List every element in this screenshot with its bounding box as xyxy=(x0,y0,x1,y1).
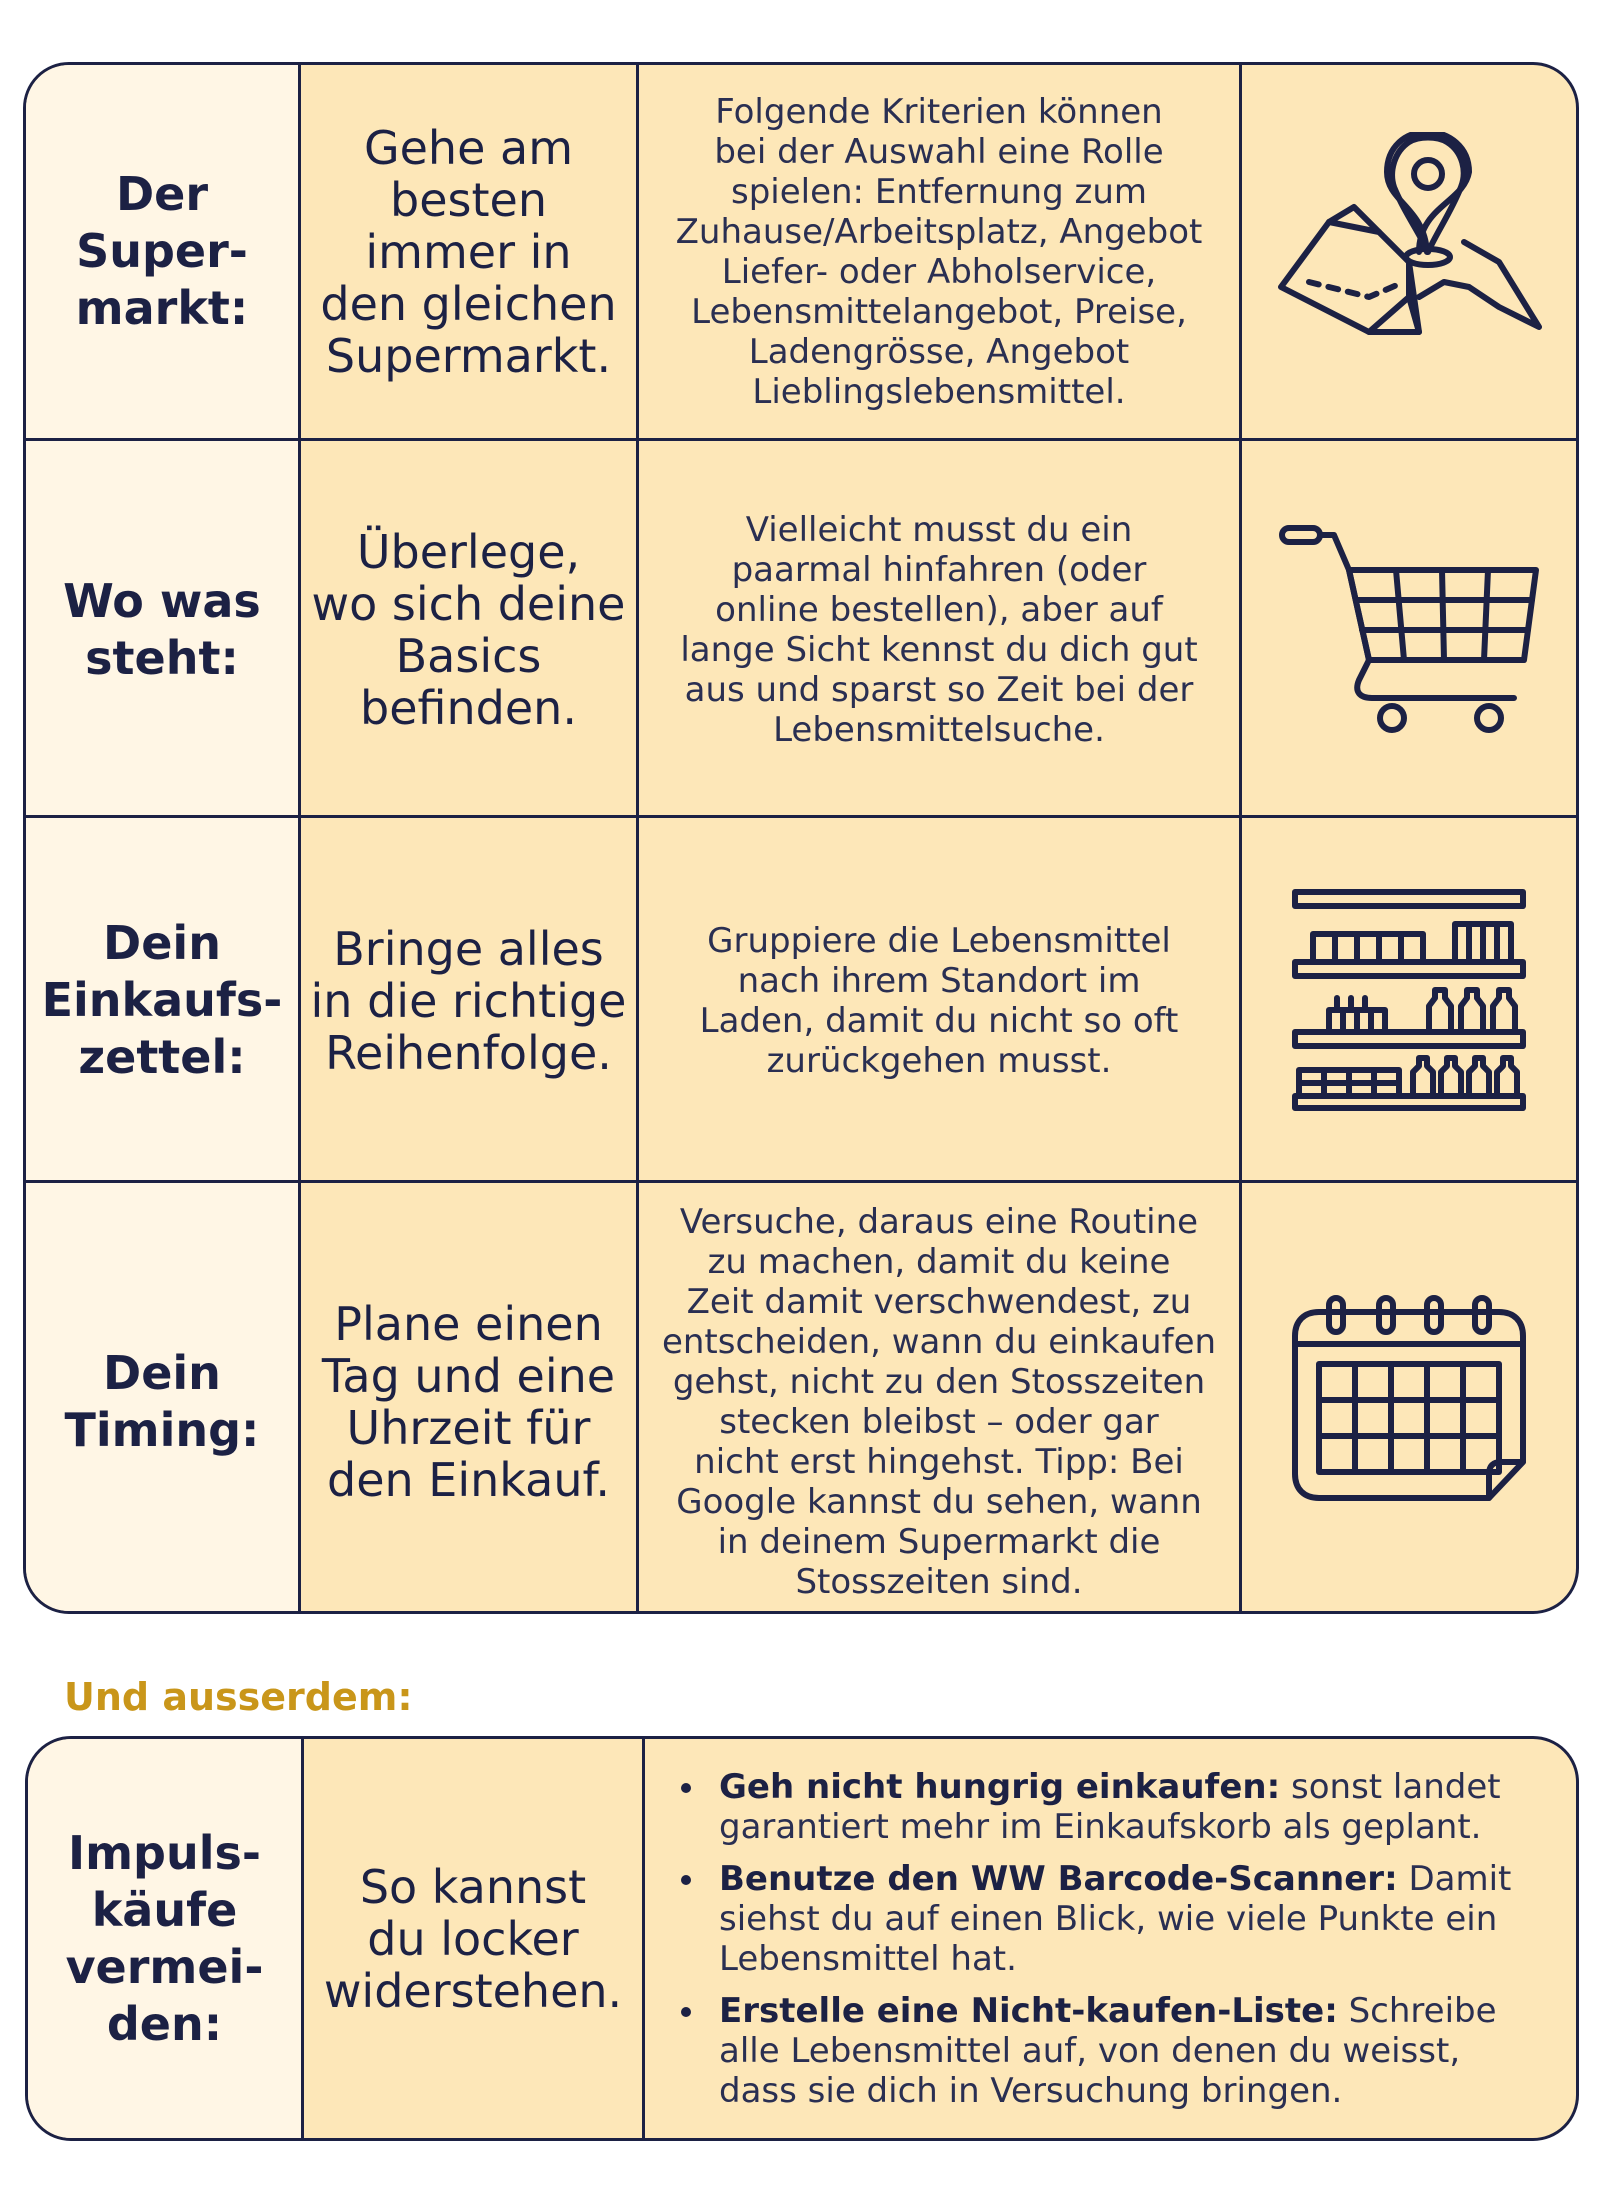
row-action: Gehe am besten immer in den gleichen Supermarkt. xyxy=(320,120,617,383)
tip-text: sonst landet garantiert mehr im Einkaufskorb als geplant. xyxy=(719,1766,1501,1847)
row-description-cell xyxy=(639,65,1242,438)
row-heading-cell xyxy=(26,441,301,818)
row-heading-cell xyxy=(26,1183,301,1614)
row-action: Plane einen Tag und eine Uhrzeit für den Einkauf. xyxy=(321,1296,616,1507)
tip-title: Benutze den WW Barcode-Scanner: xyxy=(719,1858,1398,1899)
tip-title: Geh nicht hungrig einkaufen: xyxy=(719,1766,1281,1807)
row-action-cell xyxy=(301,1183,639,1614)
row-action-cell xyxy=(304,1739,645,2138)
row-action-cell xyxy=(301,65,639,438)
row-description-cell xyxy=(639,818,1242,1183)
table-row xyxy=(26,438,1576,818)
row-heading: Dein Einkaufs- zettel: xyxy=(41,916,283,1084)
calendar-icon xyxy=(1242,1183,1576,1614)
list-item xyxy=(675,1767,1546,1847)
row-description-cell xyxy=(639,441,1242,818)
section-label: Und ausserdem: xyxy=(64,1675,413,1719)
row-description: Vielleicht musst du ein paarmal hinfahren (oder online bestellen), aber auf lange Sicht kennst du dich gut aus und sparst so Zeit bei der Lebensmittelsuche. xyxy=(680,509,1198,750)
shopping-cart-icon xyxy=(1242,441,1576,818)
table-row xyxy=(26,815,1576,1183)
row-description: Folgende Kriterien können bei der Auswahl eine Rolle spielen: Entfernung zum Zuhause/Arbeitsplatz, Angebot Liefer- oder Abholservice, Lebensmittelangebot, Preise, Ladengrösse, Angebot Lieblingslebensmittel. xyxy=(675,91,1203,412)
row-heading: Wo was steht: xyxy=(63,573,261,685)
row-action: Überlege, wo sich deine Basics befinden. xyxy=(311,524,626,735)
tip-title: Erstelle eine Nicht-kaufen-Liste: xyxy=(719,1990,1338,2031)
list-item xyxy=(675,1991,1546,2111)
table-row xyxy=(28,1739,1576,2138)
store-shelves-icon xyxy=(1242,818,1576,1183)
row-heading: Impuls- käufe vermei- den: xyxy=(65,1825,264,2051)
table-row xyxy=(26,1180,1576,1614)
row-heading: Der Super- markt: xyxy=(75,167,249,335)
row-description-cell xyxy=(639,1183,1242,1614)
row-action: Bringe alles in die richtige Reihenfolge. xyxy=(310,921,627,1080)
row-action-cell xyxy=(301,818,639,1183)
tips-list xyxy=(675,1767,1546,2111)
row-heading: Dein Timing: xyxy=(64,1345,260,1457)
tip-text: Damit siehst du auf einen Blick, wie viele Punkte ein Lebensmittel hat. xyxy=(719,1858,1512,1979)
row-heading-cell xyxy=(28,1739,304,2138)
map-pin-icon xyxy=(1242,65,1576,438)
tip-text: Schreibe alle Lebensmittel auf, von denen du weisst, dass sie dich in Versuchung bringen. xyxy=(719,1990,1497,2111)
row-description: Versuche, daraus eine Routine zu machen, damit du keine Zeit damit verschwendest, zu entscheiden, wann du einkaufen gehst, nicht zu den Stosszeiten stecken bleibst – oder gar nicht erst hingehst. Tipp: Bei Google kannst du sehen, wann in deinem Supermarkt die Stosszeiten sind. xyxy=(661,1201,1217,1602)
row-action-cell xyxy=(301,441,639,818)
row-heading-cell xyxy=(26,65,301,438)
table-row xyxy=(26,65,1576,438)
tips-table xyxy=(23,62,1579,1614)
row-description: Gruppiere die Lebensmittel nach ihrem Standort im Laden, damit du nicht so oft zurückgehen musst. xyxy=(699,920,1179,1081)
row-action: So kannst du locker widerstehen. xyxy=(323,1859,623,2018)
impulse-table xyxy=(25,1736,1579,2141)
row-heading-cell xyxy=(26,818,301,1183)
list-item xyxy=(675,1859,1546,1979)
tips-cell xyxy=(645,1739,1576,2138)
